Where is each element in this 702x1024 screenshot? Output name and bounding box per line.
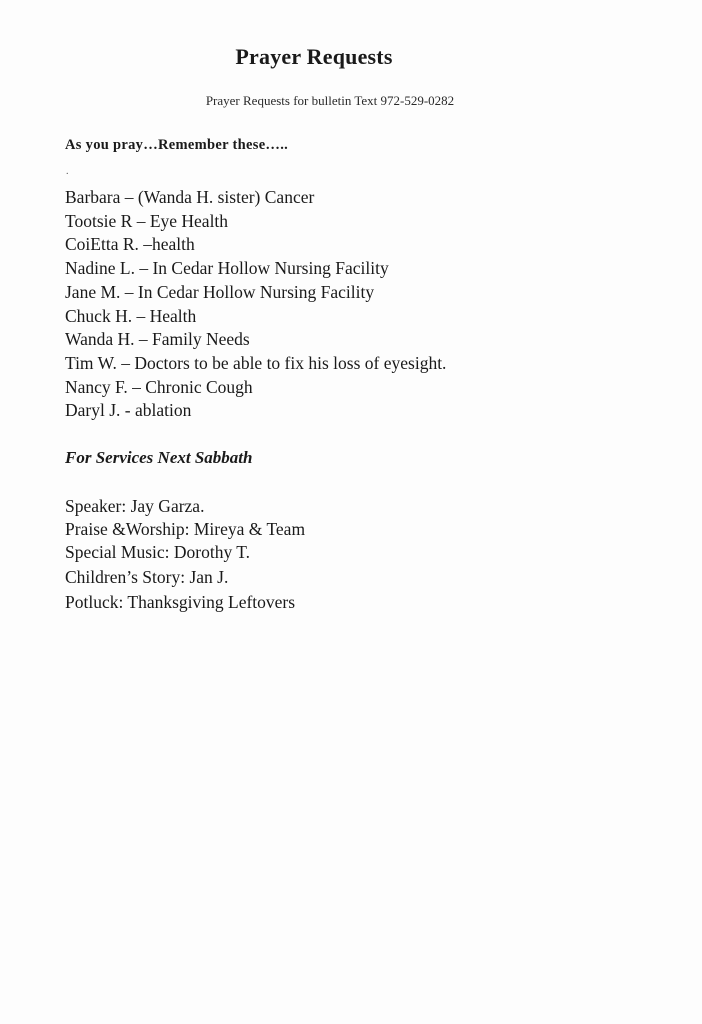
list-item: Wanda H. – Family Needs [65, 329, 250, 350]
list-item: Children’s Story: Jan J. [65, 567, 229, 587]
stray-mark: . [66, 166, 69, 177]
list-item: Potluck: Thanksgiving Leftovers [65, 592, 296, 612]
services-list [65, 495, 305, 614]
list-item: Tootsie R – Eye Health [65, 210, 229, 231]
page-subtitle: Prayer Requests for bulletin Text 972-529-0282 [205, 93, 455, 108]
list-item: Daryl J. - ablation [65, 400, 192, 421]
page-title: Prayer Requests [235, 44, 393, 69]
list-item: Nancy F. – Chronic Cough [65, 376, 253, 397]
list-item: Jane M. – In Cedar Hollow Nursing Facility [65, 281, 375, 302]
list-item: Tim W. – Doctors to be able to fix his loss of eyesight. [65, 352, 447, 373]
list-item: Praise &Worship: Mireya & Team [65, 519, 306, 539]
prayer-list [65, 186, 446, 423]
list-item: Nadine L. – In Cedar Hollow Nursing Facility [65, 258, 389, 279]
list-item: Chuck H. – Health [65, 305, 197, 326]
services-heading: For Services Next Sabbath [65, 448, 253, 467]
list-item: Speaker: Jay Garza. [65, 496, 205, 516]
list-item: Special Music: Dorothy T. [65, 542, 251, 562]
list-item: Barbara – (Wanda H. sister) Cancer [65, 187, 315, 207]
list-item: CoiEtta R. –health [65, 234, 195, 255]
prayer-intro: As you pray…Remember these….. [65, 137, 289, 153]
